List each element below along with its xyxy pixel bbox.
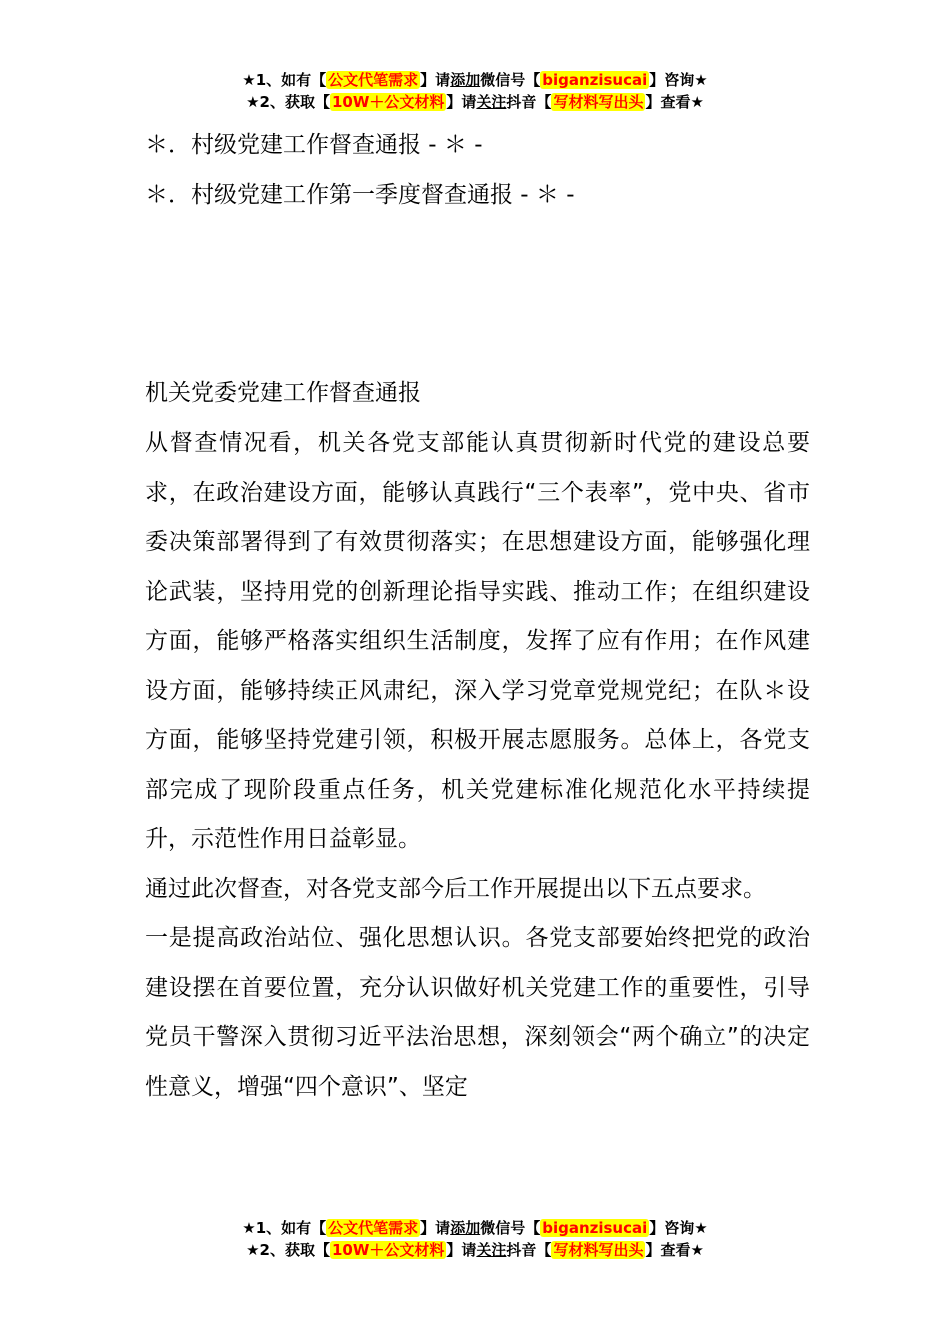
banner-text: 】查看★ <box>645 1241 704 1259</box>
body-paragraph: 从督查情况看，机关各党支部能认真贯彻新时代党的建设总要求，在政治建设方面，能够认真践行“三个表率”，党中央、省市委决策部署得到了有效贯彻落实；在思想建设方面，能够强化理论武装，坚持用党的创新理论指导实践、推动工作；在组织建设方面，能够严格落实组织生活制度，发挥了应有作用；在作风建设方面，能够持续正风肃纪，深入学习党章党规党纪；在队＊设方面，能够坚持党建引领，积极开展志愿服务。总体上，各党支部完成了现阶段重点任务，机关党建标准化规范化水平持续提升，示范性作用日益彰显。 <box>145 430 810 852</box>
banner-douyin-id: 写材料写出头 <box>553 1241 644 1259</box>
document-title: 机关党委党建工作督查通报 <box>145 380 421 406</box>
banner-text: 微信号【 <box>480 1219 541 1237</box>
banner-text: ★2、获取【 <box>246 1241 330 1259</box>
top-banner <box>0 69 950 113</box>
body-paragraph: 通过此次督查，对各党支部今后工作开展提出以下五点要求。 <box>145 875 766 902</box>
banner-text: ★1、如有【 <box>242 1219 327 1237</box>
banner-text: 】请 <box>446 93 477 111</box>
toc-item: ＊．村级党建工作督查通报 - ＊ - <box>145 132 483 158</box>
banner-underlined-text: 关注 <box>476 93 507 111</box>
banner-line-2 <box>0 91 950 113</box>
document-body <box>145 419 810 1112</box>
banner-text: ★1、如有【 <box>242 71 327 89</box>
banner-text: 】请 <box>446 1241 477 1259</box>
banner-highlight: 10W＋公文材料 <box>331 1241 445 1259</box>
banner-text: 】咨询★ <box>649 1219 708 1237</box>
banner-douyin-id: 写材料写出头 <box>553 93 644 111</box>
banner-underlined-text: 添加 <box>450 71 481 89</box>
body-paragraph: 一是提高政治站位、强化思想认识。各党支部要始终把党的政治建设摆在首要位置，充分认识做好机关党建工作的重要性，引导党员干警深入贯彻习近平法治思想，深刻领会“两个确立”的决定性意义，增强“四个意识”、坚定 <box>145 925 810 1100</box>
banner-text: 抖音【 <box>506 1241 552 1259</box>
bottom-banner <box>0 1217 950 1261</box>
banner-highlight: 公文代笔需求 <box>328 1219 419 1237</box>
banner-line-1 <box>0 1217 950 1239</box>
banner-text: 】查看★ <box>645 93 704 111</box>
banner-line-2 <box>0 1239 950 1261</box>
banner-highlight: 公文代笔需求 <box>328 71 419 89</box>
banner-highlight: 10W＋公文材料 <box>331 93 445 111</box>
banner-text: 】咨询★ <box>649 71 708 89</box>
banner-underlined-text: 关注 <box>476 1241 507 1259</box>
banner-text: 抖音【 <box>506 93 552 111</box>
banner-text: ★2、获取【 <box>246 93 330 111</box>
banner-wechat-id: biganzisucai <box>542 1219 648 1237</box>
banner-underlined-text: 添加 <box>450 1219 481 1237</box>
banner-line-1 <box>0 69 950 91</box>
banner-wechat-id: biganzisucai <box>542 71 648 89</box>
banner-text: 】请 <box>420 71 451 89</box>
toc-item: ＊．村级党建工作第一季度督查通报 - ＊ - <box>145 182 575 208</box>
banner-text: 微信号【 <box>480 71 541 89</box>
banner-text: 】请 <box>420 1219 451 1237</box>
